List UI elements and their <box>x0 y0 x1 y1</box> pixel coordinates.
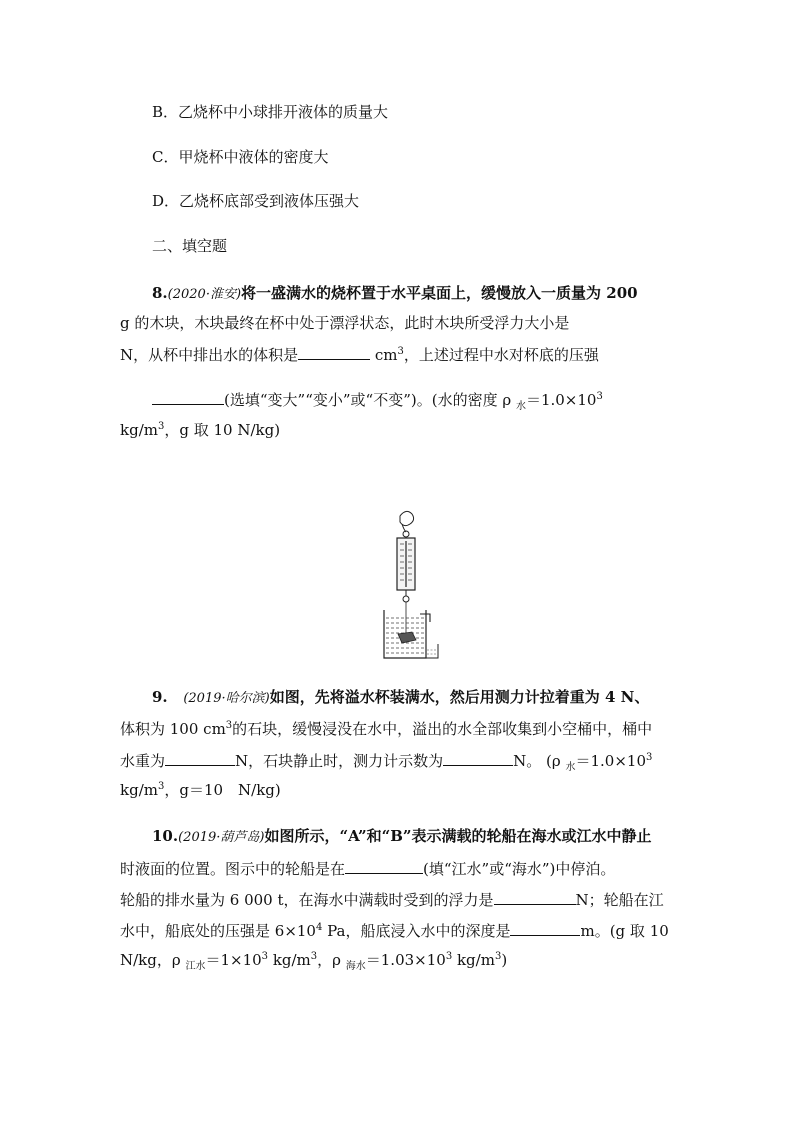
q10-source: (2019·葫芦岛) <box>178 830 265 845</box>
q10-line5: N/kg，ρ $_{江水}=1\times 10^3$ $kg/m^3$，ρ $_{海水}=1.03\times 10^3$ $kg/m^3$) <box>120 951 508 972</box>
q10-line4: 水中，船底处的压强是 $6\times 10^4$ Pa，船底浸入水中的深度是 m。(g 取 10 <box>120 919 669 941</box>
q10-line1-text: 如图所示，“A”和“B”表示满载的轮船在海水或江水中静止 <box>264 827 652 845</box>
q8-source: (2020·淮安) <box>167 287 242 302</box>
q8-blank-volume[interactable] <box>298 343 370 360</box>
q8-line4: (选填“变大”“变小”或“不变”)。(水的密度 ρ $_水=1.0\times 10^3$ <box>152 388 603 410</box>
spring-scale-overflow-cup-icon <box>380 510 442 662</box>
q10-line1 <box>152 826 652 848</box>
option-b: B．乙烧杯中小球排开液体的质量大 <box>152 103 389 121</box>
q8-number: 8. <box>152 284 168 302</box>
section-title: 二、填空题 <box>152 237 228 255</box>
option-d: D．乙烧杯底部受到液体压强大 <box>152 192 360 210</box>
q10-blank-water-type[interactable] <box>345 857 423 874</box>
q9-line2: 体积为 100 $cm^3$的石块，缓慢浸没在水中，溢出的水全部收集到小空桶中，桶中 <box>120 720 653 738</box>
q10-line2: 时液面的位置。图示中的轮船是在 (填“江水”或“海水”)中停泊。 <box>120 857 615 879</box>
q10-blank-depth[interactable] <box>510 919 580 936</box>
q9-line1 <box>152 687 649 709</box>
option-c: C．甲烧杯中液体的密度大 <box>152 148 329 166</box>
q9-source: (2019·哈尔滨) <box>183 691 270 706</box>
q9-line3: 水重为 N，石块静止时，测力计示数为 N。 (ρ $_水=1.0\times 10^3$ <box>120 749 652 771</box>
q10-line3: 轮船的排水量为 6 000 t，在海水中满载时受到的浮力是 N；轮船在江 <box>120 888 664 910</box>
q9-line4: $kg/m^3$，g＝10 N/kg) <box>120 781 281 799</box>
q9-number: 9. <box>152 688 168 706</box>
q9-blank-water-weight[interactable] <box>165 749 235 766</box>
q8-blank-pressure[interactable] <box>152 388 224 405</box>
q8-line3: N，从杯中排出水的体积是 $cm^3$，上述过程中水对杯底的压强 <box>120 343 599 365</box>
q8-line1 <box>152 283 638 305</box>
q8-line1-text: 将一盛满水的烧杯置于水平桌面上，缓慢放入一质量为 200 <box>241 284 638 302</box>
q8-line5: $kg/m^3$，g 取 10 N/kg) <box>120 421 281 439</box>
q8-line2: g 的木块，木块最终在杯中处于漂浮状态，此时木块所受浮力大小是 <box>120 314 570 332</box>
q9-line1-text: 如图，先将溢水杯装满水，然后用测力计拉着重为 4 N、 <box>269 688 650 706</box>
q9-blank-scale-reading[interactable] <box>443 749 513 766</box>
q10-blank-buoyancy[interactable] <box>494 888 576 905</box>
q10-number: 10. <box>152 827 179 845</box>
